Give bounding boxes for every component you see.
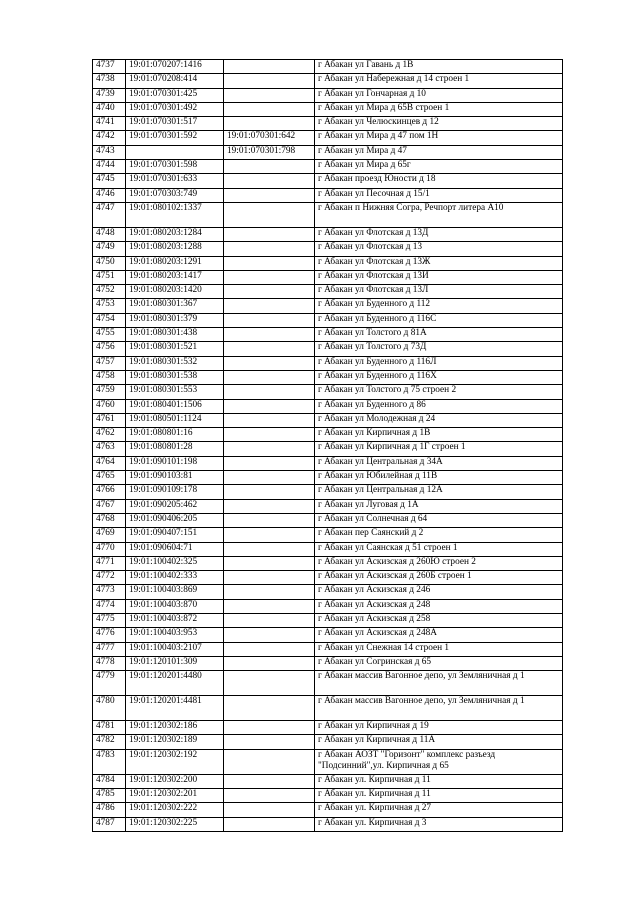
cadastral-number-cell: 19:01:080401:1506: [126, 399, 224, 413]
cadastral-number-cell: 19:01:080102:1337: [126, 202, 224, 227]
table-row: [93, 428, 563, 442]
table-row: [93, 313, 563, 327]
cadastral-number-cell: 19:01:100403:869: [126, 585, 224, 599]
row-number-cell: 4784: [93, 774, 126, 788]
table-row: [93, 789, 563, 803]
previous-cadastral-number-cell: [224, 671, 315, 696]
previous-cadastral-number-cell: [224, 342, 315, 356]
previous-cadastral-number-cell: [224, 413, 315, 427]
row-number-cell: 4759: [93, 385, 126, 399]
address-cell: г Абакан ул Согринская д 65: [315, 656, 563, 670]
row-number-cell: 4763: [93, 442, 126, 456]
row-number-cell: 4743: [93, 145, 126, 159]
row-number-cell: 4744: [93, 160, 126, 174]
cadastral-number-cell: 19:01:070303:749: [126, 188, 224, 202]
row-number-cell: 4768: [93, 513, 126, 527]
row-number-cell: 4742: [93, 131, 126, 145]
address-cell: г Абакан ул Буденного д 86: [315, 399, 563, 413]
previous-cadastral-number-cell: [224, 117, 315, 131]
row-number-cell: 4774: [93, 599, 126, 613]
table-row: [93, 571, 563, 585]
address-cell: г Абакан ул Кирпичная д 11А: [315, 735, 563, 749]
address-cell: г Абакан ул Флотская д 13Л: [315, 285, 563, 299]
previous-cadastral-number-cell: [224, 542, 315, 556]
previous-cadastral-number-cell: [224, 399, 315, 413]
previous-cadastral-number-cell: [224, 571, 315, 585]
previous-cadastral-number-cell: [224, 256, 315, 270]
table-row: [93, 599, 563, 613]
table-row: [93, 227, 563, 241]
previous-cadastral-number-cell: 19:01:070301:642: [224, 131, 315, 145]
previous-cadastral-number-cell: [224, 88, 315, 102]
row-number-cell: 4737: [93, 60, 126, 74]
table-row: [93, 370, 563, 384]
cadastral-number-cell: 19:01:070301:425: [126, 88, 224, 102]
row-number-cell: 4756: [93, 342, 126, 356]
row-number-cell: 4772: [93, 571, 126, 585]
address-cell: г Абакан ул Аскизская д 246: [315, 585, 563, 599]
cadastral-number-cell: 19:01:100403:953: [126, 628, 224, 642]
cadastral-number-cell: 19:01:090103:81: [126, 471, 224, 485]
row-number-cell: 4738: [93, 74, 126, 88]
cadastral-number-cell: 19:01:090109:178: [126, 485, 224, 499]
address-cell: г Абакан ул Мира д 65г: [315, 160, 563, 174]
cadastral-number-cell: 19:01:120101:309: [126, 656, 224, 670]
address-cell: г Абакан ул Толстого д 73Д: [315, 342, 563, 356]
address-cell: г Абакан п Нижняя Согра, Речпорт литера А10: [315, 202, 563, 227]
address-cell: г Абакан ул Кирпичная д 1Г строен 1: [315, 442, 563, 456]
table-row: [93, 131, 563, 145]
table-row: [93, 102, 563, 116]
registry-table: [92, 59, 563, 832]
previous-cadastral-number-cell: [224, 270, 315, 284]
row-number-cell: 4760: [93, 399, 126, 413]
address-cell: г Абакан ул Мира д 47: [315, 145, 563, 159]
table-row: [93, 628, 563, 642]
cadastral-number-cell: 19:01:080301:553: [126, 385, 224, 399]
previous-cadastral-number-cell: [224, 313, 315, 327]
previous-cadastral-number-cell: [224, 656, 315, 670]
table-row: [93, 456, 563, 470]
table-row: [93, 613, 563, 627]
table-row: [93, 328, 563, 342]
cadastral-number-cell: 19:01:070301:492: [126, 102, 224, 116]
cadastral-number-cell: 19:01:120302:225: [126, 817, 224, 831]
table-row: [93, 145, 563, 159]
table-row: [93, 60, 563, 74]
row-number-cell: 4749: [93, 242, 126, 256]
address-cell: г Абакан ул Буденного д 116Х: [315, 370, 563, 384]
table-row: [93, 385, 563, 399]
cadastral-number-cell: 19:01:070207:1416: [126, 60, 224, 74]
table-row: [93, 774, 563, 788]
cadastral-number-cell: [126, 145, 224, 159]
previous-cadastral-number-cell: [224, 428, 315, 442]
row-number-cell: 4745: [93, 174, 126, 188]
table-row: [93, 174, 563, 188]
row-number-cell: 4779: [93, 671, 126, 696]
previous-cadastral-number-cell: [224, 285, 315, 299]
table-row: [93, 256, 563, 270]
previous-cadastral-number-cell: [224, 513, 315, 527]
previous-cadastral-number-cell: [224, 774, 315, 788]
cadastral-number-cell: 19:01:080301:438: [126, 328, 224, 342]
previous-cadastral-number-cell: [224, 749, 315, 774]
cadastral-number-cell: 19:01:070301:598: [126, 160, 224, 174]
previous-cadastral-number-cell: [224, 202, 315, 227]
cadastral-number-cell: 19:01:080301:367: [126, 299, 224, 313]
address-cell: г Абакан ул Песочная д 15/1: [315, 188, 563, 202]
address-cell: г Абакан проезд Юности д 18: [315, 174, 563, 188]
cadastral-number-cell: 19:01:100403:2107: [126, 642, 224, 656]
row-number-cell: 4771: [93, 556, 126, 570]
row-number-cell: 4783: [93, 749, 126, 774]
address-cell: г Абакан ул Буденного д 116С: [315, 313, 563, 327]
table-row: [93, 342, 563, 356]
address-cell: г Абакан ул. Кирпичная д 11: [315, 774, 563, 788]
cadastral-number-cell: 19:01:080203:1291: [126, 256, 224, 270]
previous-cadastral-number-cell: [224, 485, 315, 499]
address-cell: г Абакан ул Аскизская д 260Б строен 1: [315, 571, 563, 585]
previous-cadastral-number-cell: [224, 817, 315, 831]
table-row: [93, 499, 563, 513]
row-number-cell: 4753: [93, 299, 126, 313]
row-number-cell: 4778: [93, 656, 126, 670]
table-row: [93, 356, 563, 370]
row-number-cell: 4770: [93, 542, 126, 556]
address-cell: г Абакан ул Аскизская д 260Ю строен 2: [315, 556, 563, 570]
table-row: [93, 285, 563, 299]
address-cell: г Абакан ул Аскизская д 248А: [315, 628, 563, 642]
table-row: [93, 299, 563, 313]
cadastral-number-cell: 19:01:120201:4480: [126, 671, 224, 696]
table-row: [93, 817, 563, 831]
row-number-cell: 4780: [93, 696, 126, 721]
address-cell: г Абакан ул. Кирпичная д 27: [315, 803, 563, 817]
previous-cadastral-number-cell: [224, 60, 315, 74]
cadastral-number-cell: 19:01:080801:28: [126, 442, 224, 456]
previous-cadastral-number-cell: 19:01:070301:798: [224, 145, 315, 159]
table-row: [93, 585, 563, 599]
previous-cadastral-number-cell: [224, 370, 315, 384]
table-row: [93, 513, 563, 527]
table-row: [93, 399, 563, 413]
address-cell: г Абакан ул Толстого д 81А: [315, 328, 563, 342]
row-number-cell: 4764: [93, 456, 126, 470]
address-cell: г Абакан ул Кирпичная д 1В: [315, 428, 563, 442]
address-cell: г Абакан ул Гавань д 1В: [315, 60, 563, 74]
previous-cadastral-number-cell: [224, 721, 315, 735]
table-row: [93, 485, 563, 499]
previous-cadastral-number-cell: [224, 227, 315, 241]
previous-cadastral-number-cell: [224, 442, 315, 456]
cadastral-number-cell: 19:01:120302:201: [126, 789, 224, 803]
row-number-cell: 4741: [93, 117, 126, 131]
table-row: [93, 556, 563, 570]
previous-cadastral-number-cell: [224, 328, 315, 342]
cadastral-number-cell: 19:01:090604:71: [126, 542, 224, 556]
cadastral-number-cell: 19:01:080203:1417: [126, 270, 224, 284]
previous-cadastral-number-cell: [224, 599, 315, 613]
table-row: [93, 188, 563, 202]
cadastral-number-cell: 19:01:070301:633: [126, 174, 224, 188]
table-row: [93, 696, 563, 721]
cadastral-number-cell: 19:01:090406:205: [126, 513, 224, 527]
table-row: [93, 528, 563, 542]
cadastral-number-cell: 19:01:100402:333: [126, 571, 224, 585]
previous-cadastral-number-cell: [224, 471, 315, 485]
address-cell: г Абакан АОЗТ "Горизонт" комплекс разъезд "Подсинний",ул. Кирпичная д 65: [315, 749, 563, 774]
cadastral-number-cell: 19:01:070208:414: [126, 74, 224, 88]
address-cell: г Абакан ул. Кирпичная д 3: [315, 817, 563, 831]
table-row: [93, 471, 563, 485]
cadastral-number-cell: 19:01:120302:200: [126, 774, 224, 788]
cadastral-number-cell: 19:01:100403:872: [126, 613, 224, 627]
address-cell: г Абакан массив Вагонное депо, ул Земляничная д 1: [315, 696, 563, 721]
previous-cadastral-number-cell: [224, 102, 315, 116]
cadastral-number-cell: 19:01:080203:1420: [126, 285, 224, 299]
previous-cadastral-number-cell: [224, 585, 315, 599]
row-number-cell: 4751: [93, 270, 126, 284]
address-cell: г Абакан ул Набережная д 14 строен 1: [315, 74, 563, 88]
row-number-cell: 4786: [93, 803, 126, 817]
row-number-cell: 4773: [93, 585, 126, 599]
address-cell: г Абакан ул Центральная д 34А: [315, 456, 563, 470]
table-row: [93, 413, 563, 427]
row-number-cell: 4740: [93, 102, 126, 116]
cadastral-number-cell: 19:01:120302:192: [126, 749, 224, 774]
table-row: [93, 442, 563, 456]
table-row: [93, 270, 563, 284]
address-cell: г Абакан ул Мира д 65В строен 1: [315, 102, 563, 116]
table-row: [93, 160, 563, 174]
address-cell: г Абакан ул Буденного д 116Л: [315, 356, 563, 370]
address-cell: г Абакан ул Флотская д 13: [315, 242, 563, 256]
cadastral-number-cell: 19:01:120302:222: [126, 803, 224, 817]
row-number-cell: 4777: [93, 642, 126, 656]
previous-cadastral-number-cell: [224, 174, 315, 188]
address-cell: г Абакан массив Вагонное депо, ул Земляничная д 1: [315, 671, 563, 696]
row-number-cell: 4766: [93, 485, 126, 499]
table-row: [93, 803, 563, 817]
address-cell: г Абакан ул Буденного д 112: [315, 299, 563, 313]
row-number-cell: 4746: [93, 188, 126, 202]
cadastral-number-cell: 19:01:120302:189: [126, 735, 224, 749]
row-number-cell: 4787: [93, 817, 126, 831]
row-number-cell: 4757: [93, 356, 126, 370]
address-cell: г Абакан ул Центральная д 12А: [315, 485, 563, 499]
previous-cadastral-number-cell: [224, 735, 315, 749]
address-cell: г Абакан ул Аскизская д 258: [315, 613, 563, 627]
previous-cadastral-number-cell: [224, 789, 315, 803]
previous-cadastral-number-cell: [224, 188, 315, 202]
table-row: [93, 749, 563, 774]
row-number-cell: 4748: [93, 227, 126, 241]
table-row: [93, 656, 563, 670]
table-row: [93, 242, 563, 256]
cadastral-number-cell: 19:01:090205:462: [126, 499, 224, 513]
cadastral-number-cell: 19:01:080301:379: [126, 313, 224, 327]
address-cell: г Абакан ул Флотская д 13Д: [315, 227, 563, 241]
cadastral-number-cell: 19:01:100403:870: [126, 599, 224, 613]
cadastral-number-cell: 19:01:080301:538: [126, 370, 224, 384]
row-number-cell: 4776: [93, 628, 126, 642]
previous-cadastral-number-cell: [224, 499, 315, 513]
row-number-cell: 4762: [93, 428, 126, 442]
table-row: [93, 735, 563, 749]
row-number-cell: 4765: [93, 471, 126, 485]
cadastral-number-cell: 19:01:070301:517: [126, 117, 224, 131]
table-row: [93, 88, 563, 102]
cadastral-number-cell: 19:01:070301:592: [126, 131, 224, 145]
cadastral-number-cell: 19:01:080203:1284: [126, 227, 224, 241]
row-number-cell: 4782: [93, 735, 126, 749]
address-cell: г Абакан ул Толстого д 75 строен 2: [315, 385, 563, 399]
cadastral-number-cell: 19:01:120201:4481: [126, 696, 224, 721]
row-number-cell: 4758: [93, 370, 126, 384]
row-number-cell: 4739: [93, 88, 126, 102]
address-cell: г Абакан ул Гончарная д 10: [315, 88, 563, 102]
cadastral-number-cell: 19:01:080203:1288: [126, 242, 224, 256]
previous-cadastral-number-cell: [224, 642, 315, 656]
address-cell: г Абакан ул Солнечная д 64: [315, 513, 563, 527]
previous-cadastral-number-cell: [224, 299, 315, 313]
row-number-cell: 4775: [93, 613, 126, 627]
row-number-cell: 4750: [93, 256, 126, 270]
cadastral-number-cell: 19:01:080301:521: [126, 342, 224, 356]
table-row: [93, 542, 563, 556]
previous-cadastral-number-cell: [224, 556, 315, 570]
table-row: [93, 642, 563, 656]
address-cell: г Абакан ул Саянская д 51 строен 1: [315, 542, 563, 556]
address-cell: г Абакан ул. Кирпичная д 11: [315, 789, 563, 803]
previous-cadastral-number-cell: [224, 74, 315, 88]
previous-cadastral-number-cell: [224, 696, 315, 721]
address-cell: г Абакан ул Аскизская д 248: [315, 599, 563, 613]
row-number-cell: 4752: [93, 285, 126, 299]
table-row: [93, 721, 563, 735]
cadastral-number-cell: 19:01:090407:151: [126, 528, 224, 542]
cadastral-number-cell: 19:01:080301:532: [126, 356, 224, 370]
address-cell: г Абакан ул Флотская д 13Ж: [315, 256, 563, 270]
cadastral-number-cell: 19:01:080801:16: [126, 428, 224, 442]
previous-cadastral-number-cell: [224, 803, 315, 817]
registry-table-body: [93, 60, 563, 832]
cadastral-number-cell: 19:01:080501:1124: [126, 413, 224, 427]
previous-cadastral-number-cell: [224, 456, 315, 470]
address-cell: г Абакан пер Саянский д 2: [315, 528, 563, 542]
address-cell: г Абакан ул Флотская д 13И: [315, 270, 563, 284]
row-number-cell: 4767: [93, 499, 126, 513]
cadastral-number-cell: 19:01:120302:186: [126, 721, 224, 735]
row-number-cell: 4747: [93, 202, 126, 227]
address-cell: г Абакан ул Молодежная д 24: [315, 413, 563, 427]
row-number-cell: 4781: [93, 721, 126, 735]
cadastral-number-cell: 19:01:090101:198: [126, 456, 224, 470]
previous-cadastral-number-cell: [224, 613, 315, 627]
address-cell: г Абакан ул Кирпичная д 19: [315, 721, 563, 735]
previous-cadastral-number-cell: [224, 628, 315, 642]
table-row: [93, 671, 563, 696]
address-cell: г Абакан ул Челюскинцев д 12: [315, 117, 563, 131]
address-cell: г Абакан ул Снежная 14 строен 1: [315, 642, 563, 656]
previous-cadastral-number-cell: [224, 385, 315, 399]
address-cell: г Абакан ул Мира д 47 пом 1Н: [315, 131, 563, 145]
address-cell: г Абакан ул Юбилейная д 11В: [315, 471, 563, 485]
table-row: [93, 117, 563, 131]
cadastral-number-cell: 19:01:100402:325: [126, 556, 224, 570]
previous-cadastral-number-cell: [224, 356, 315, 370]
previous-cadastral-number-cell: [224, 242, 315, 256]
row-number-cell: 4755: [93, 328, 126, 342]
table-row: [93, 74, 563, 88]
previous-cadastral-number-cell: [224, 160, 315, 174]
row-number-cell: 4761: [93, 413, 126, 427]
previous-cadastral-number-cell: [224, 528, 315, 542]
table-row: [93, 202, 563, 227]
row-number-cell: 4785: [93, 789, 126, 803]
row-number-cell: 4769: [93, 528, 126, 542]
row-number-cell: 4754: [93, 313, 126, 327]
address-cell: г Абакан ул Луговая д 1А: [315, 499, 563, 513]
